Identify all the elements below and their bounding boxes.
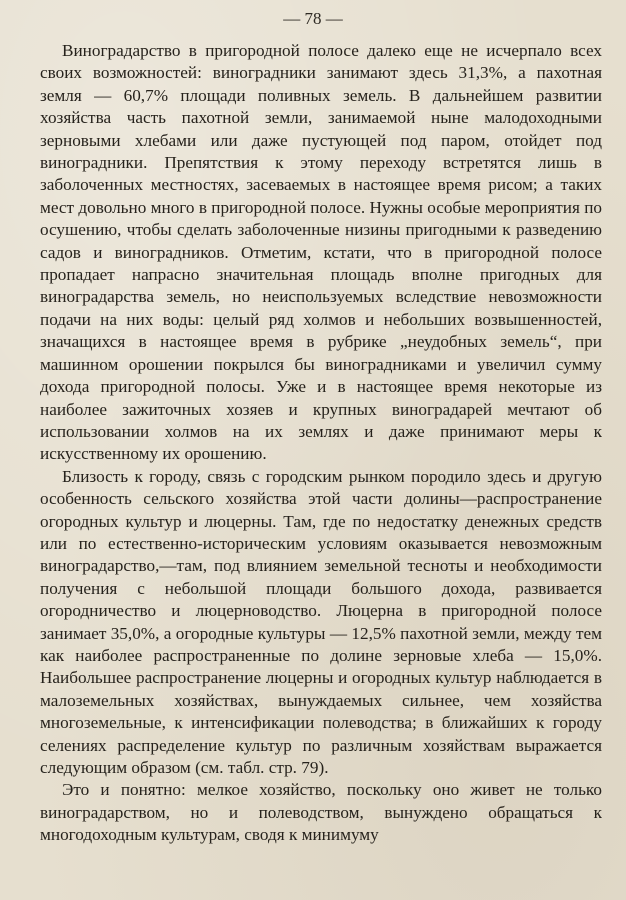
page-body-text bbox=[40, 40, 602, 847]
page-number: — 78 — bbox=[283, 9, 343, 28]
paragraph-small-farms: Это и понятно: мелкое хозяйство, поскольку оно живет не только виноградарством, но и полеводством, вынуждено обращаться к многодоходным культурам, сводя к минимуму bbox=[40, 780, 602, 845]
paragraph-vegetables-alfalfa: Близость к городу, связь с городским рынком породило здесь и другую особенность сельского хозяйства этой части долины—распространение огородных культур и люцерны. Там, где по недостатку денежных средств или по естественно-историческим условиям оказывается невозможным виноградарство,—там, под влиянием земельной тесноты и необходимости получения с небольшой площади большого дохода, развивается огородничество и люцерноводство. Люцерна в пригородной полосе занимает 35,0%, а огородные культуры — 12,5% пахотной земли, между тем как наиболее распространенные по долине зерновые хлеба — 15,0%. Наибольшее распространение люцерны и огородных культур наблюдается в малоземельных хозяйствах, вынуждаемых сильнее, чем хозяйства многоземельные, к интенсификации полеводства; в ближайших к городу селениях распределение культур по различным хозяйствам выражается следующим образом (см. табл. стр. 79). bbox=[40, 466, 602, 777]
paragraph-viticulture: Виноградарство в пригородной полосе далеко еще не исчерпало всех своих возможностей: виноградники занимают здесь 31,3%, а пахотная земля — 60,7% площади поливных земель. В дальнейшем развитии хозяйства часть пахотной земли, занимаемой ныне малодоходными зерновыми хлебами или даже пустующей под паром, отойдет под виноградники. Препятствия к этому переходу встретятся лишь в заболоченных местностях, засеваемых в настоящее время рисом; а таких мест довольно много в пригородной полосе. Нужны особые мероприятия по осушению, чтобы сделать заболоченные низины пригодными к разведению садов и виноградников. Отметим, кстати, что в пригородной полосе пропадает напрасно значительная площадь вполне пригодных для виноградарства земель, но неиспользуемых вследствие невозможности подачи на них воды: целый ряд холмов и небольших возвышенностей, значащихся в настоящее время в рубрике „неудобных земель“, при машинном орошении покрылся бы виноградниками и увеличил сумму дохода пригородной полосы. Уже и в настоящее время некоторые из наиболее зажиточных хозяев и крупных виноградарей мечтают об использовании холмов на их землях и даже принимают меры к искусственному их орошению. bbox=[40, 41, 602, 464]
